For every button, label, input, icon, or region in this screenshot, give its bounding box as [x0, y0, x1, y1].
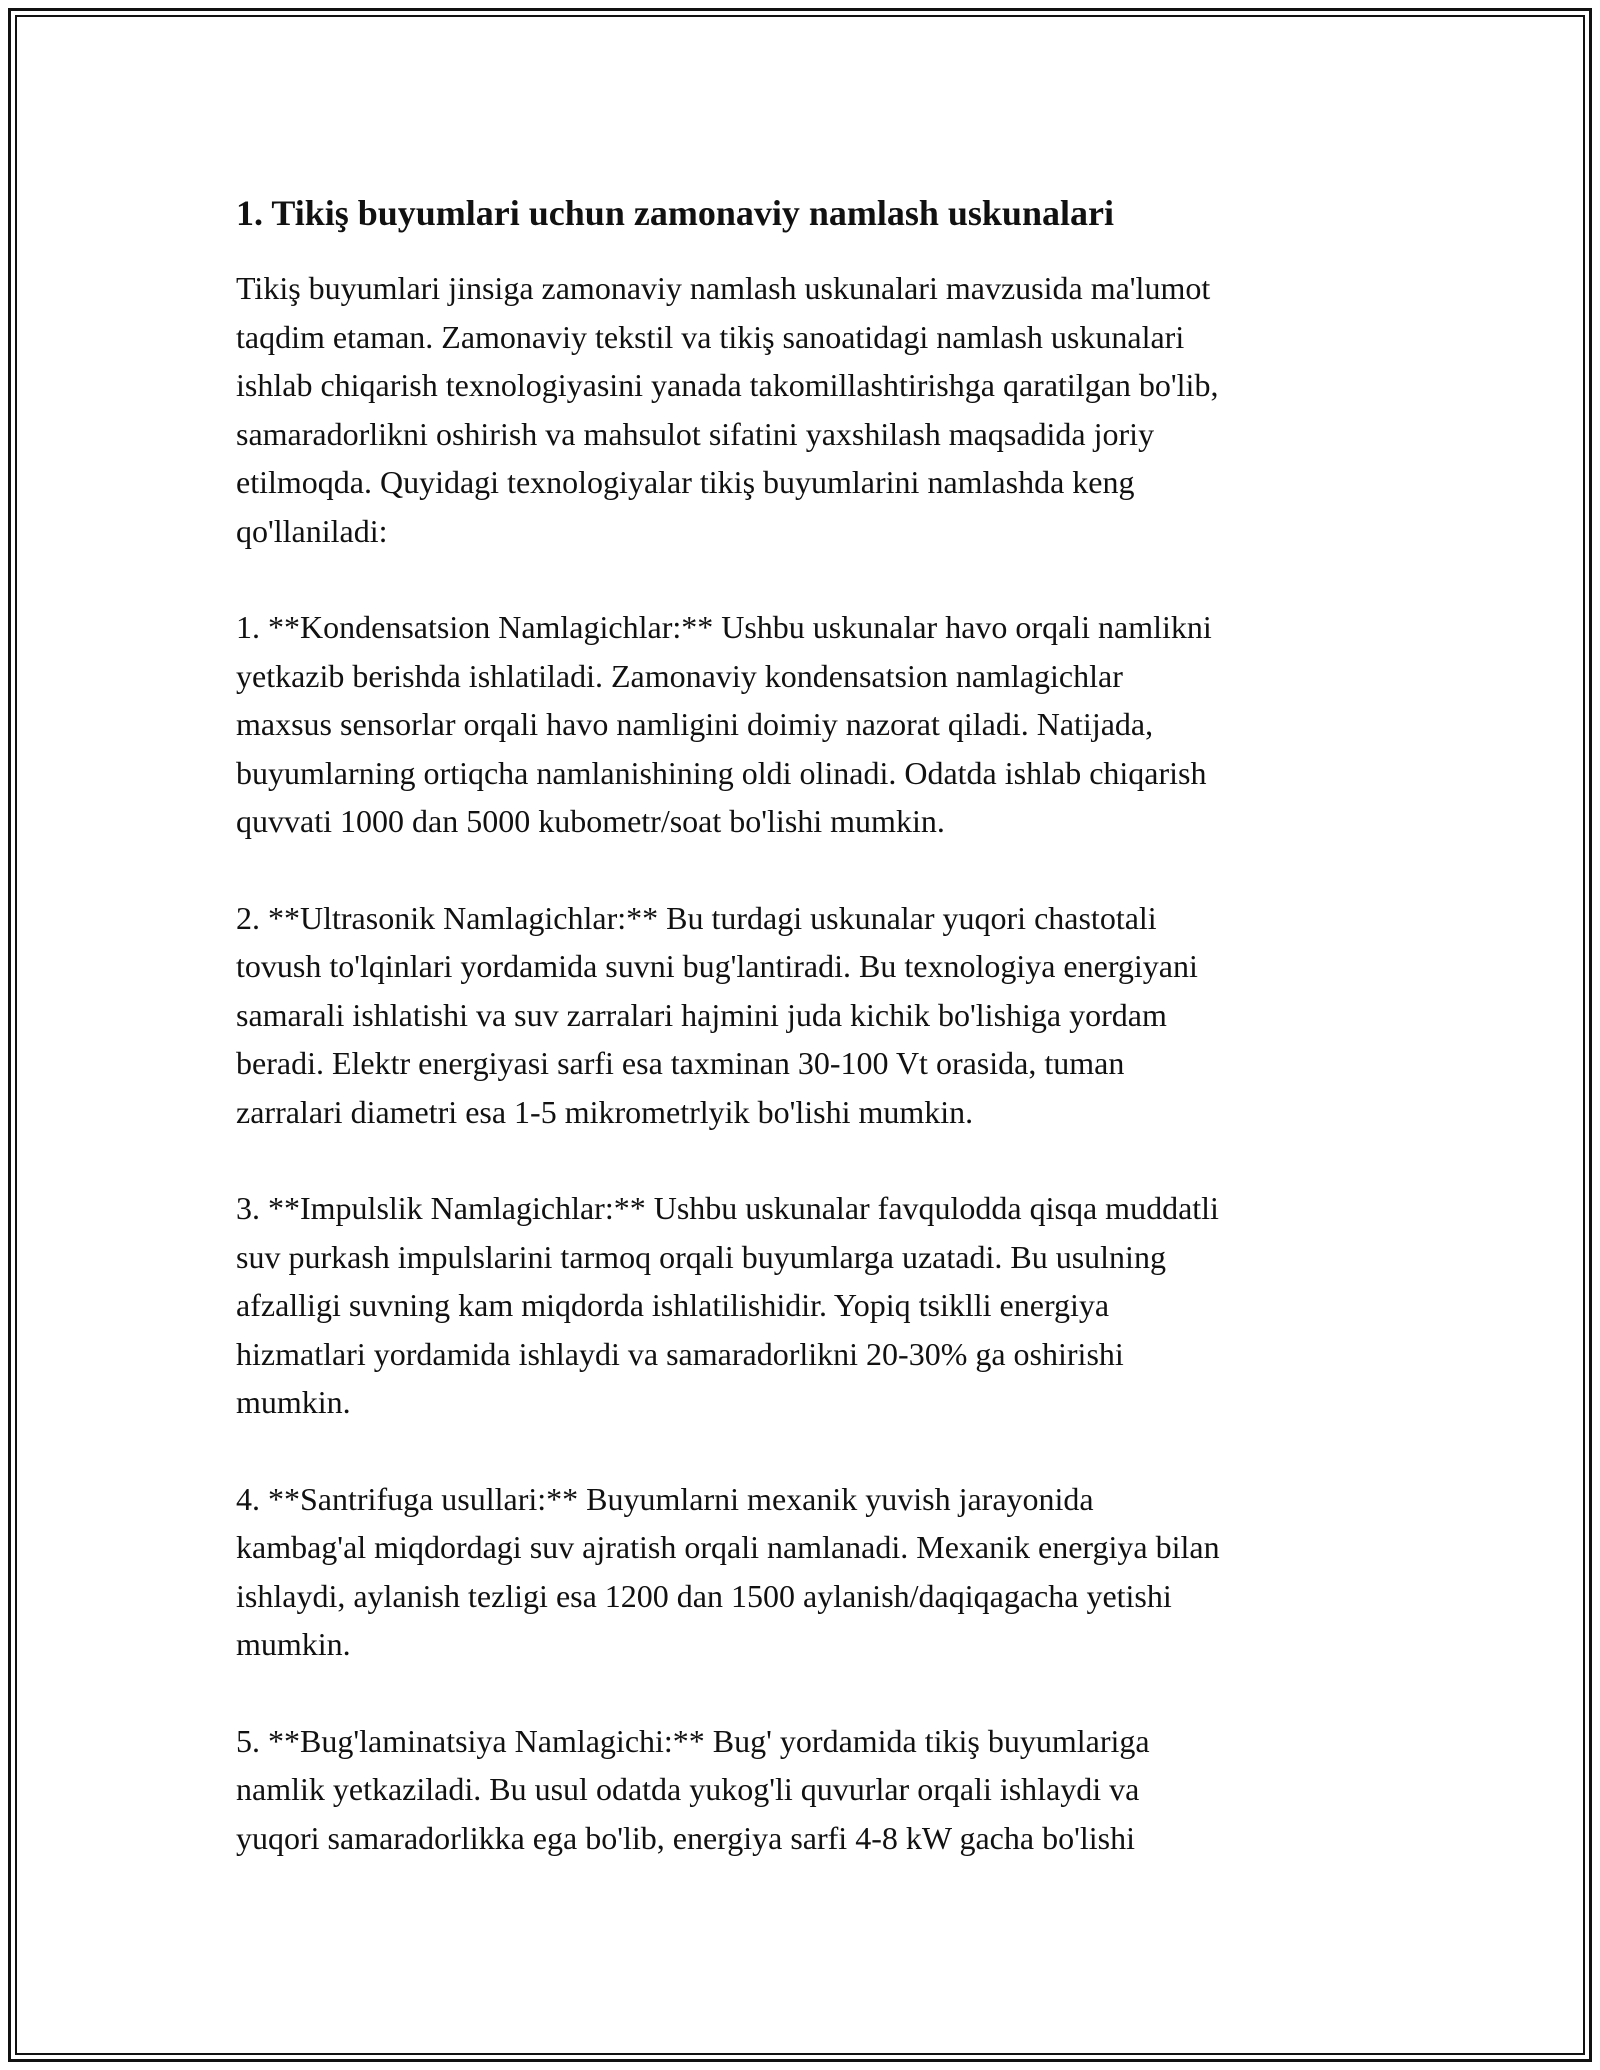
text-line: hizmatlari yordamida ishlaydi va samaradorlikni 20-30% ga oshirishi	[236, 1335, 1124, 1372]
text-line: mumkin.	[236, 1384, 351, 1420]
text-line: beradi. Elektr energiyasi sarfi esa taxminan 30-100 Vt orasida, tuman	[236, 1045, 1125, 1081]
text-line: samaradorlikni oshirish va mahsulot sifatini yaxshilash maqsadida joriy	[236, 415, 1155, 452]
text-line: 3. **Impulslik Namlagichlar:** Ushbu uskunalar favqulodda qisqa muddatli	[236, 1190, 1219, 1226]
text-line: namlik yetkaziladi. Bu usul odatda yukog'li quvurlar orqali ishlaydi va	[236, 1771, 1140, 1807]
text-line: 4. **Santrifuga usullari:** Buyumlarni mexanik yuvish jarayonida	[236, 1480, 1094, 1517]
text-line: etilmoqda. Quyidagi texnologiyalar tikiş buyumlarini namlashda keng	[236, 464, 1135, 500]
text-line: buyumlarning ortiqcha namlanishining oldi olinadi. Odatda ishlab chiqarish	[236, 754, 1207, 791]
text-line: ishlab chiqarish texnologiyasini yanada takomillashtirishga qaratilgan bo'lib,	[236, 367, 1219, 403]
text-line: samarali ishlatishi va suv zarralari hajmini juda kichik bo'lishiga yordam	[236, 996, 1167, 1033]
text-line: 2. **Ultrasonik Namlagichlar:** Bu turdagi uskunalar yuqori chastotali	[236, 899, 1157, 936]
text-line: Tikiş buyumlari jinsiga zamonaviy namlash uskunalari mavzusida ma'lumot	[236, 270, 1211, 306]
text-line: afzalligi suvning kam miqdorda ishlatilishidir. Yopiq tsiklli energiya	[236, 1287, 1110, 1323]
text-line: mumkin.	[236, 1626, 351, 1662]
list-item-ultrasonik	[236, 894, 1376, 1137]
text-line: quvvati 1000 dan 5000 kubometr/soat bo'lishi mumkin.	[236, 803, 945, 839]
text-line: ishlaydi, aylanish tezligi esa 1200 dan 1500 aylanish/daqiqagacha yetishi	[236, 1577, 1172, 1614]
text-line: taqdim etaman. Zamonaviy tekstil va tikiş sanoatidagi namlash uskunalari	[236, 318, 1185, 355]
text-line: zarralari diametri esa 1-5 mikrometrlyik bo'lishi mumkin.	[236, 1093, 974, 1130]
text-line: 5. **Bug'laminatsiya Namlagichi:** Bug' yordamida tikiş buyumlariga	[236, 1722, 1150, 1759]
list-item-impulslik	[236, 1184, 1376, 1427]
document-body	[236, 190, 1376, 1910]
text-line: yetkazib berishda ishlatiladi. Zamonaviy kondensatsion namlagichlar	[236, 657, 1123, 694]
text-line: yuqori samaradorlikka ega bo'lib, energiya sarfi 4-8 kW gacha bo'lishi	[236, 1819, 1135, 1856]
list-item-santrifuga	[236, 1475, 1376, 1669]
text-line: 1. **Kondensatsion Namlagichlar:** Ushbu uskunalar havo orqali namlikni	[236, 609, 1212, 645]
list-item-buglaminatsiya	[236, 1717, 1376, 1863]
text-line: suv purkash impulslarini tarmoq orqali buyumlarga uzatadi. Bu usulning	[236, 1238, 1166, 1275]
page-title: 1. Tikiş buyumlari uchun zamonaviy namlash uskunalari	[236, 193, 1114, 233]
intro-paragraph	[236, 264, 1376, 555]
text-line: tovush to'lqinlari yordamida suvni bug'lantiradi. Bu texnologiya energiyani	[236, 948, 1198, 984]
text-line: maxsus sensorlar orqali havo namligini doimiy nazorat qiladi. Natijada,	[236, 706, 1154, 742]
text-line: qo'llaniladi:	[236, 512, 388, 549]
text-line: kambag'al miqdordagi suv ajratish orqali namlanadi. Mexanik energiya bilan	[236, 1529, 1220, 1565]
list-item-kondensatsion	[236, 603, 1376, 846]
